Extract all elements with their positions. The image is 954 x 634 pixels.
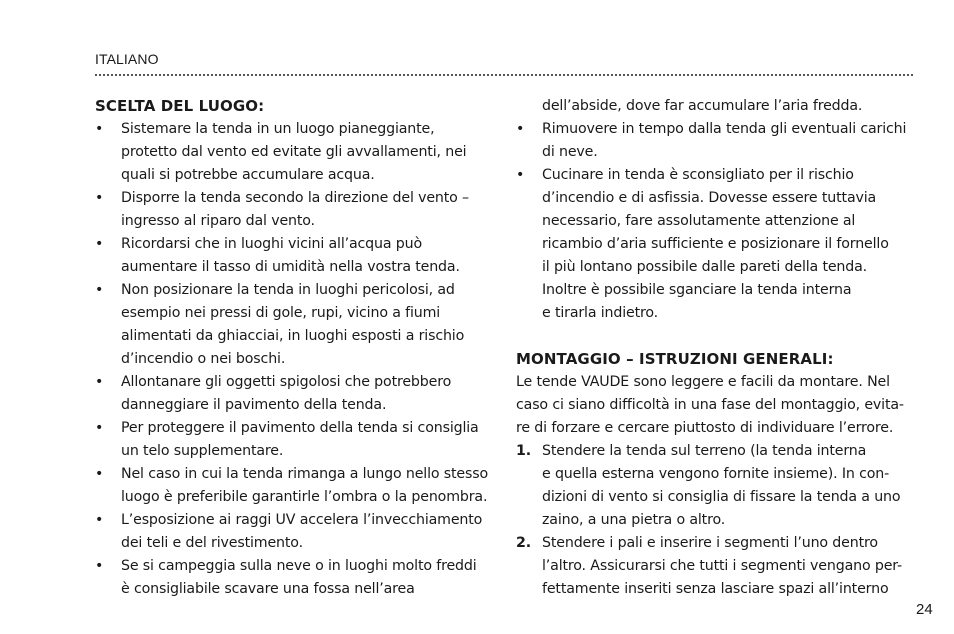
list-item: [95, 509, 495, 555]
paragraph-line: caso ci siano difficoltà in una fase del montaggio, evita-: [516, 397, 904, 413]
list-item: [516, 440, 916, 532]
list-item: [95, 417, 495, 463]
list-item-line: alimentati da ghiacciai, in luoghi esposti a rischio: [121, 328, 465, 344]
bullet-marker: •: [95, 121, 104, 137]
list-item-line: Inoltre è possibile sganciare la tenda interna: [542, 282, 852, 298]
assembly-intro-paragraph: [516, 371, 916, 440]
page-number: 24: [916, 601, 933, 618]
bullet-marker: •: [95, 374, 104, 390]
list-item-line: quali si potrebbe accumulare acqua.: [121, 167, 375, 183]
list-item: [95, 233, 495, 279]
list-item-line: Ricordarsi che in luoghi vicini all’acqua può: [121, 236, 423, 252]
bullet-marker: •: [95, 512, 104, 528]
list-item-line: un telo supplementare.: [121, 443, 284, 459]
list-item-line: l’altro. Assicurarsi che tutti i segmenti vengano per-: [542, 558, 903, 574]
list-item: [516, 164, 916, 325]
list-item-line: ingresso al riparo dal vento.: [121, 213, 315, 229]
list-item-line: Rimuovere in tempo dalla tenda gli eventuali carichi: [542, 121, 907, 137]
bullet-marker: •: [95, 558, 104, 574]
list-item: [516, 532, 916, 601]
list-item-line: Disporre la tenda secondo la direzione del vento –: [121, 190, 470, 206]
section-language-header: ITALIANO: [95, 51, 159, 67]
paragraph-line: Le tende VAUDE sono leggere e facili da montare. Nel: [516, 374, 890, 390]
list-item-line: è consigliabile scavare una fossa nell’area: [121, 581, 415, 597]
list-item: [95, 371, 495, 417]
list-item-line: d’incendio o nei boschi.: [121, 351, 286, 367]
continued-text: dell’abside, dove far accumulare l’aria fredda.: [542, 98, 863, 114]
dotted-divider: [95, 74, 913, 76]
list-item: [95, 187, 495, 233]
left-column: [95, 95, 495, 601]
list-item: [95, 555, 495, 601]
list-item-line: aumentare il tasso di umidità nella vostra tenda.: [121, 259, 460, 275]
list-item-line: danneggiare il pavimento della tenda.: [121, 397, 387, 413]
list-item-line: Cucinare in tenda è sconsigliato per il rischio: [542, 167, 854, 183]
list-item-line: Non posizionare la tenda in luoghi pericolosi, ad: [121, 282, 455, 298]
list-item-line: luogo è preferibile garantirle l’ombra o la penombra.: [121, 489, 488, 505]
list-item-line: Sistemare la tenda in un luogo pianeggiante,: [121, 121, 435, 137]
right-column: [516, 95, 916, 601]
section-heading-site-selection: SCELTA DEL LUOGO:: [95, 97, 265, 115]
list-item-line: Nel caso in cui la tenda rimanga a lungo nello stesso: [121, 466, 489, 482]
list-item-line: necessario, fare assolutamente attenzione al: [542, 213, 856, 229]
list-item-line: protetto dal vento ed evitate gli avvallamenti, nei: [121, 144, 467, 160]
site-selection-list-continued: [516, 118, 916, 325]
list-item-line: esempio nei pressi di gole, rupi, vicino a fiumi: [121, 305, 441, 321]
list-item: [95, 118, 495, 187]
list-item: [95, 463, 495, 509]
list-item-line: zaino, a una pietra o altro.: [542, 512, 726, 528]
list-item-line: Se si campeggia sulla neve o in luoghi molto freddi: [121, 558, 477, 574]
list-item-line: L’esposizione ai raggi UV accelera l’invecchiamento: [121, 512, 483, 528]
section-heading-assembly: MONTAGGIO – ISTRUZIONI GENERALI:: [516, 350, 834, 368]
list-item-line: di neve.: [542, 144, 598, 160]
list-item-line: Stendere i pali e inserire i segmenti l’uno dentro: [542, 535, 878, 551]
list-item-line: e quella esterna vengono fornite insieme). In con-: [542, 466, 890, 482]
list-item-line: Per proteggere il pavimento della tenda si consiglia: [121, 420, 479, 436]
bullet-marker: •: [95, 190, 104, 206]
site-selection-list: [95, 118, 495, 601]
step-number: 1.: [516, 443, 531, 459]
list-item-line: dei teli e del rivestimento.: [121, 535, 303, 551]
bullet-marker: •: [95, 282, 104, 298]
list-item-line: e tirarla indietro.: [542, 305, 659, 321]
bullet-marker: •: [95, 420, 104, 436]
paragraph-line: re di forzare e cercare piuttosto di individuare l’errore.: [516, 420, 894, 436]
bullet-marker: •: [95, 466, 104, 482]
list-item-line: ricambio d’aria sufficiente e posizionare il fornello: [542, 236, 889, 252]
step-number: 2.: [516, 535, 531, 551]
bullet-marker: •: [516, 167, 525, 183]
list-item-line: il più lontano possibile dalle pareti della tenda.: [542, 259, 868, 275]
list-item-line: Stendere la tenda sul terreno (la tenda interna: [542, 443, 867, 459]
bullet-marker: •: [95, 236, 104, 252]
list-item: [95, 279, 495, 371]
list-item: [516, 118, 916, 164]
list-item-line: dizioni di vento si consiglia di fissare la tenda a uno: [542, 489, 901, 505]
bullet-marker: •: [516, 121, 525, 137]
assembly-steps-list: [516, 440, 916, 601]
paragraph-gap: [516, 325, 916, 348]
list-item-line: fettamente inseriti senza lasciare spazi all’interno: [542, 581, 889, 597]
list-item-line: d’incendio e di asfissia. Dovesse essere tuttavia: [542, 190, 877, 206]
list-item-line: Allontanare gli oggetti spigolosi che potrebbero: [121, 374, 452, 390]
